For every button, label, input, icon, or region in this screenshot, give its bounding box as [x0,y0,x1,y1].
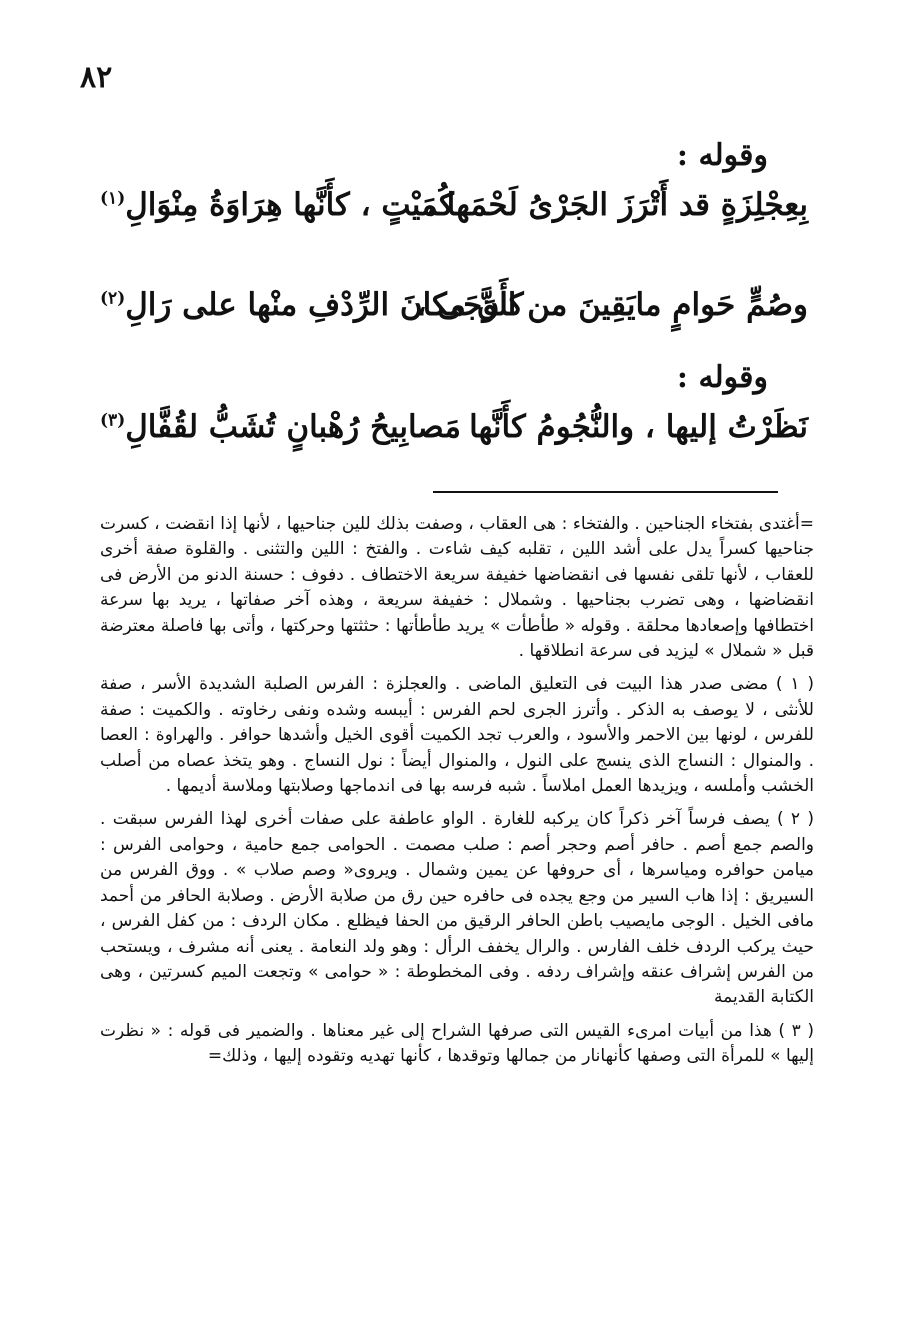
verse-second-text: كُمَيْتٍ ، كأَنَّها هِرَاوَةُ مِنْوَالِ [125,187,454,223]
verse-first-hemistich: بِعِجْلِزَةٍ قد أَتْرَزَ الجَرْىُ لَحْمَها ، [425,187,808,223]
footnote-continuation: =أغتدى بفتخاء الجناحين . والفتخاء : هى العقاب ، وصفت بذلك للين جناحيها ، لأنها إذا انقضت ، كسرت جناحيها كسراً يدل على أشد اللين ، تقلبه كيف شاءت . والفتخ : اللين والتثنى . والقلوة صفة أخرى للعقاب ، لأنها تلقى نفسها فى انقضاضها خفيفة سريعة الاختطاف . دفوف : حسنة الدنو من الأرض فى انقضاضها ، وهى تضرب بجناحيها . وشملال : خفيفة سريعة ، وهذه آخر صفاتها ، يريد بها سرعة اختطافها وإصعادها محلقة . وقوله « طأطأت » يريد طأطأتها : حثثتها وحركتها ، وأتى بها فاصلة معترضة قبل « شملال » ليزيد فى سرعة انطلاقها . [100,514,814,662]
verse-second-text: مَصابِيحُ رُهْبانٍ تُشَبُّ لقُفَّالِ [125,409,461,445]
footnote-3: ( ٣ ) هذا من أبيات امرىء القيس التى صرفها الشراح إلى غير معناها . والضمير فى قوله : « نظرت إليها » للمرأة التى وصفها كأنهانار من جمالها وتوقدها ، كأنها تهديه وتقوده إليها ، وذلك= [100,1020,814,1067]
verse-second-hemistich [100,187,454,223]
footnote-reference[interactable]: (١) [100,188,126,209]
footnote-reference[interactable]: (٣) [100,410,126,431]
footnote-divider [433,491,778,493]
page-number: ٨٢ [80,60,113,95]
verse-first-hemistich: وصُمٍّ حَوامٍ مايَقِينَ من الوَجَى ، [416,287,808,323]
verse-second-hemistich [100,287,524,323]
verse-second-hemistich [100,409,461,445]
footnote-1: ( ١ ) مضى صدر هذا البيت فى التعليق الماضى . والعجلزة : الفرس الصلبة الشديدة الأسر ، صفة للأنثى ، لا يوصف به الذكر . وأترز الجرى لحم الفرس : أيبسه وشده ونفى رخاوته . والكميت : صفة للفرس ، لونها بين الاحمر والأسود ، والعرب تجد الكميت أقوى الخيل وأشدها حوافر . والهراوة : العصا . والمنوال : النساج الذى ينسج على النول ، والمنوال أيضاً : نول النساج . وهو يتخذ عصاه من أصلب الخشب وأملسه ، ويزيدها العمل املاساً . شبه فرسه بها فى اندماجها وصلابتها وملاسة أديمها . [100,674,814,797]
verse-first-hemistich: نَظَرْتُ إليها ، والنُّجُومُ كأَنَّها [469,409,808,445]
footnotes [100,512,814,1078]
footnote-reference[interactable]: (٢) [100,288,126,309]
footnote-2: ( ٢ ) يصف فرساً آخر ذكراً كان يركبه للغارة . الواو عاطفة على صفات أخرى لهذا الفرس سبقت . والصم جمع أصم . حافر أصم وحجر أصم : صلب مصمت . الحوامى جمع حامية ، وحوامى الفرس : ميامن حوافره ومياسرها ، أى حروفها عن يمين وشمال . ويروى« وصم صلاب » . ووق الفرس من السيريق : إذا هاب السير من وجع يجده فى حافره حين رق من صلابة الأرض . وصلابة الحافر من أحمد مافى الخيل . الوجى مايصيب باطن الحافر الرقيق من الحفا فيظلع . مكان الردف : من كفل الفرس ، حيث يركب الردف خلف الفارس . والرال يخفف الرأل : وهو ولد النعامة . يعنى أنه مشرف ، ويستحب من الفرس إشراف عنقه وإشراف ردفه . وفى المخطوطة : « حوامى » وتجعت الميم كسرتين ، وهى الكتابة القديمة [100,809,814,1008]
poem-intro: وقوله : [676,360,768,395]
verse-second-text: كأَنَّ مكانَ الرِّدْفِ منْها على رَالِ [125,287,524,323]
poem-intro: وقوله : [676,138,768,173]
